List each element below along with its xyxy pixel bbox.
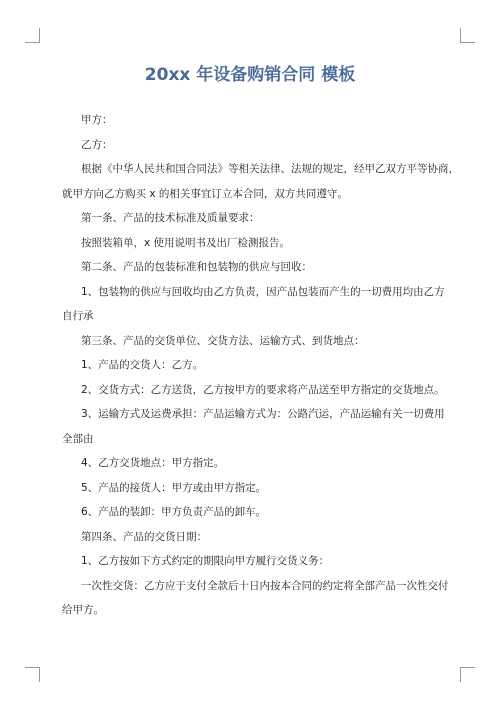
delivery-clause-line-2: 给甲方。 [62,604,104,616]
article-4-item-1: 1、乙方按如下方式约定的期限向甲方履行交货义务： [81,555,330,567]
party-a-line: 甲方： [81,114,113,126]
article-2-heading: 第二条、产品的包装标准和包装物的供应与回收： [81,261,312,273]
document-title: 20xx 年设备购销合同 模板 [144,65,356,85]
article-1-text: 按照装箱单，x 使用说明书及出厂检测报告。 [81,236,291,249]
crop-mark-top-left [25,28,40,43]
delivery-clause-line-1: 一次性交货：乙方应于支付全款后十日内按本合同的约定将全部产品一次性交付 [81,579,449,592]
preamble-line-1: 根据《中华人民共和国合同法》等相关法律、法规的规定，经甲乙双方平等协商， [81,163,459,175]
crop-mark-top-right [460,28,475,43]
article-3-item-3-line-1: 3、运输方式及运费承担：产品运输方式为：公路汽运，产品运输有关一切费用 [81,408,445,420]
article-1-heading: 第一条、产品的技术标准及质量要求： [81,212,260,224]
crop-mark-bottom-right [460,667,475,682]
article-3-item-2: 2、交货方式：乙方送货，乙方按甲方的要求将产品送至甲方指定的交货地点。 [81,383,445,396]
article-3-item-3-line-2: 全部由 [62,432,94,445]
article-3-item-1: 1、产品的交货人：乙方。 [81,359,204,371]
article-4-heading: 第四条、产品的交货日期： [81,530,207,543]
article-3-heading: 第三条、产品的交货单位、交货方法、运输方式、到货地点： [81,334,365,347]
crop-mark-bottom-left [25,667,40,682]
document-body [62,108,459,623]
article-2-item-1-line-1: 1、包装物的供应与回收均由乙方负责，因产品包装而产生的一切费用均由乙方 [81,285,445,298]
article-3-item-6: 6、产品的装卸：甲方负责产品的卸车。 [81,506,267,518]
party-b-line: 乙方： [81,138,113,151]
article-2-item-1-line-2: 自行承 [62,310,94,322]
article-3-item-4: 4、乙方交货地点：甲方指定。 [81,457,225,469]
article-3-item-5: 5、产品的接货人：甲方或由甲方指定。 [81,481,267,494]
preamble-line-2: 就甲方向乙方购买 x 的相关事宜订立本合同，双方共同遵守。 [62,187,348,200]
